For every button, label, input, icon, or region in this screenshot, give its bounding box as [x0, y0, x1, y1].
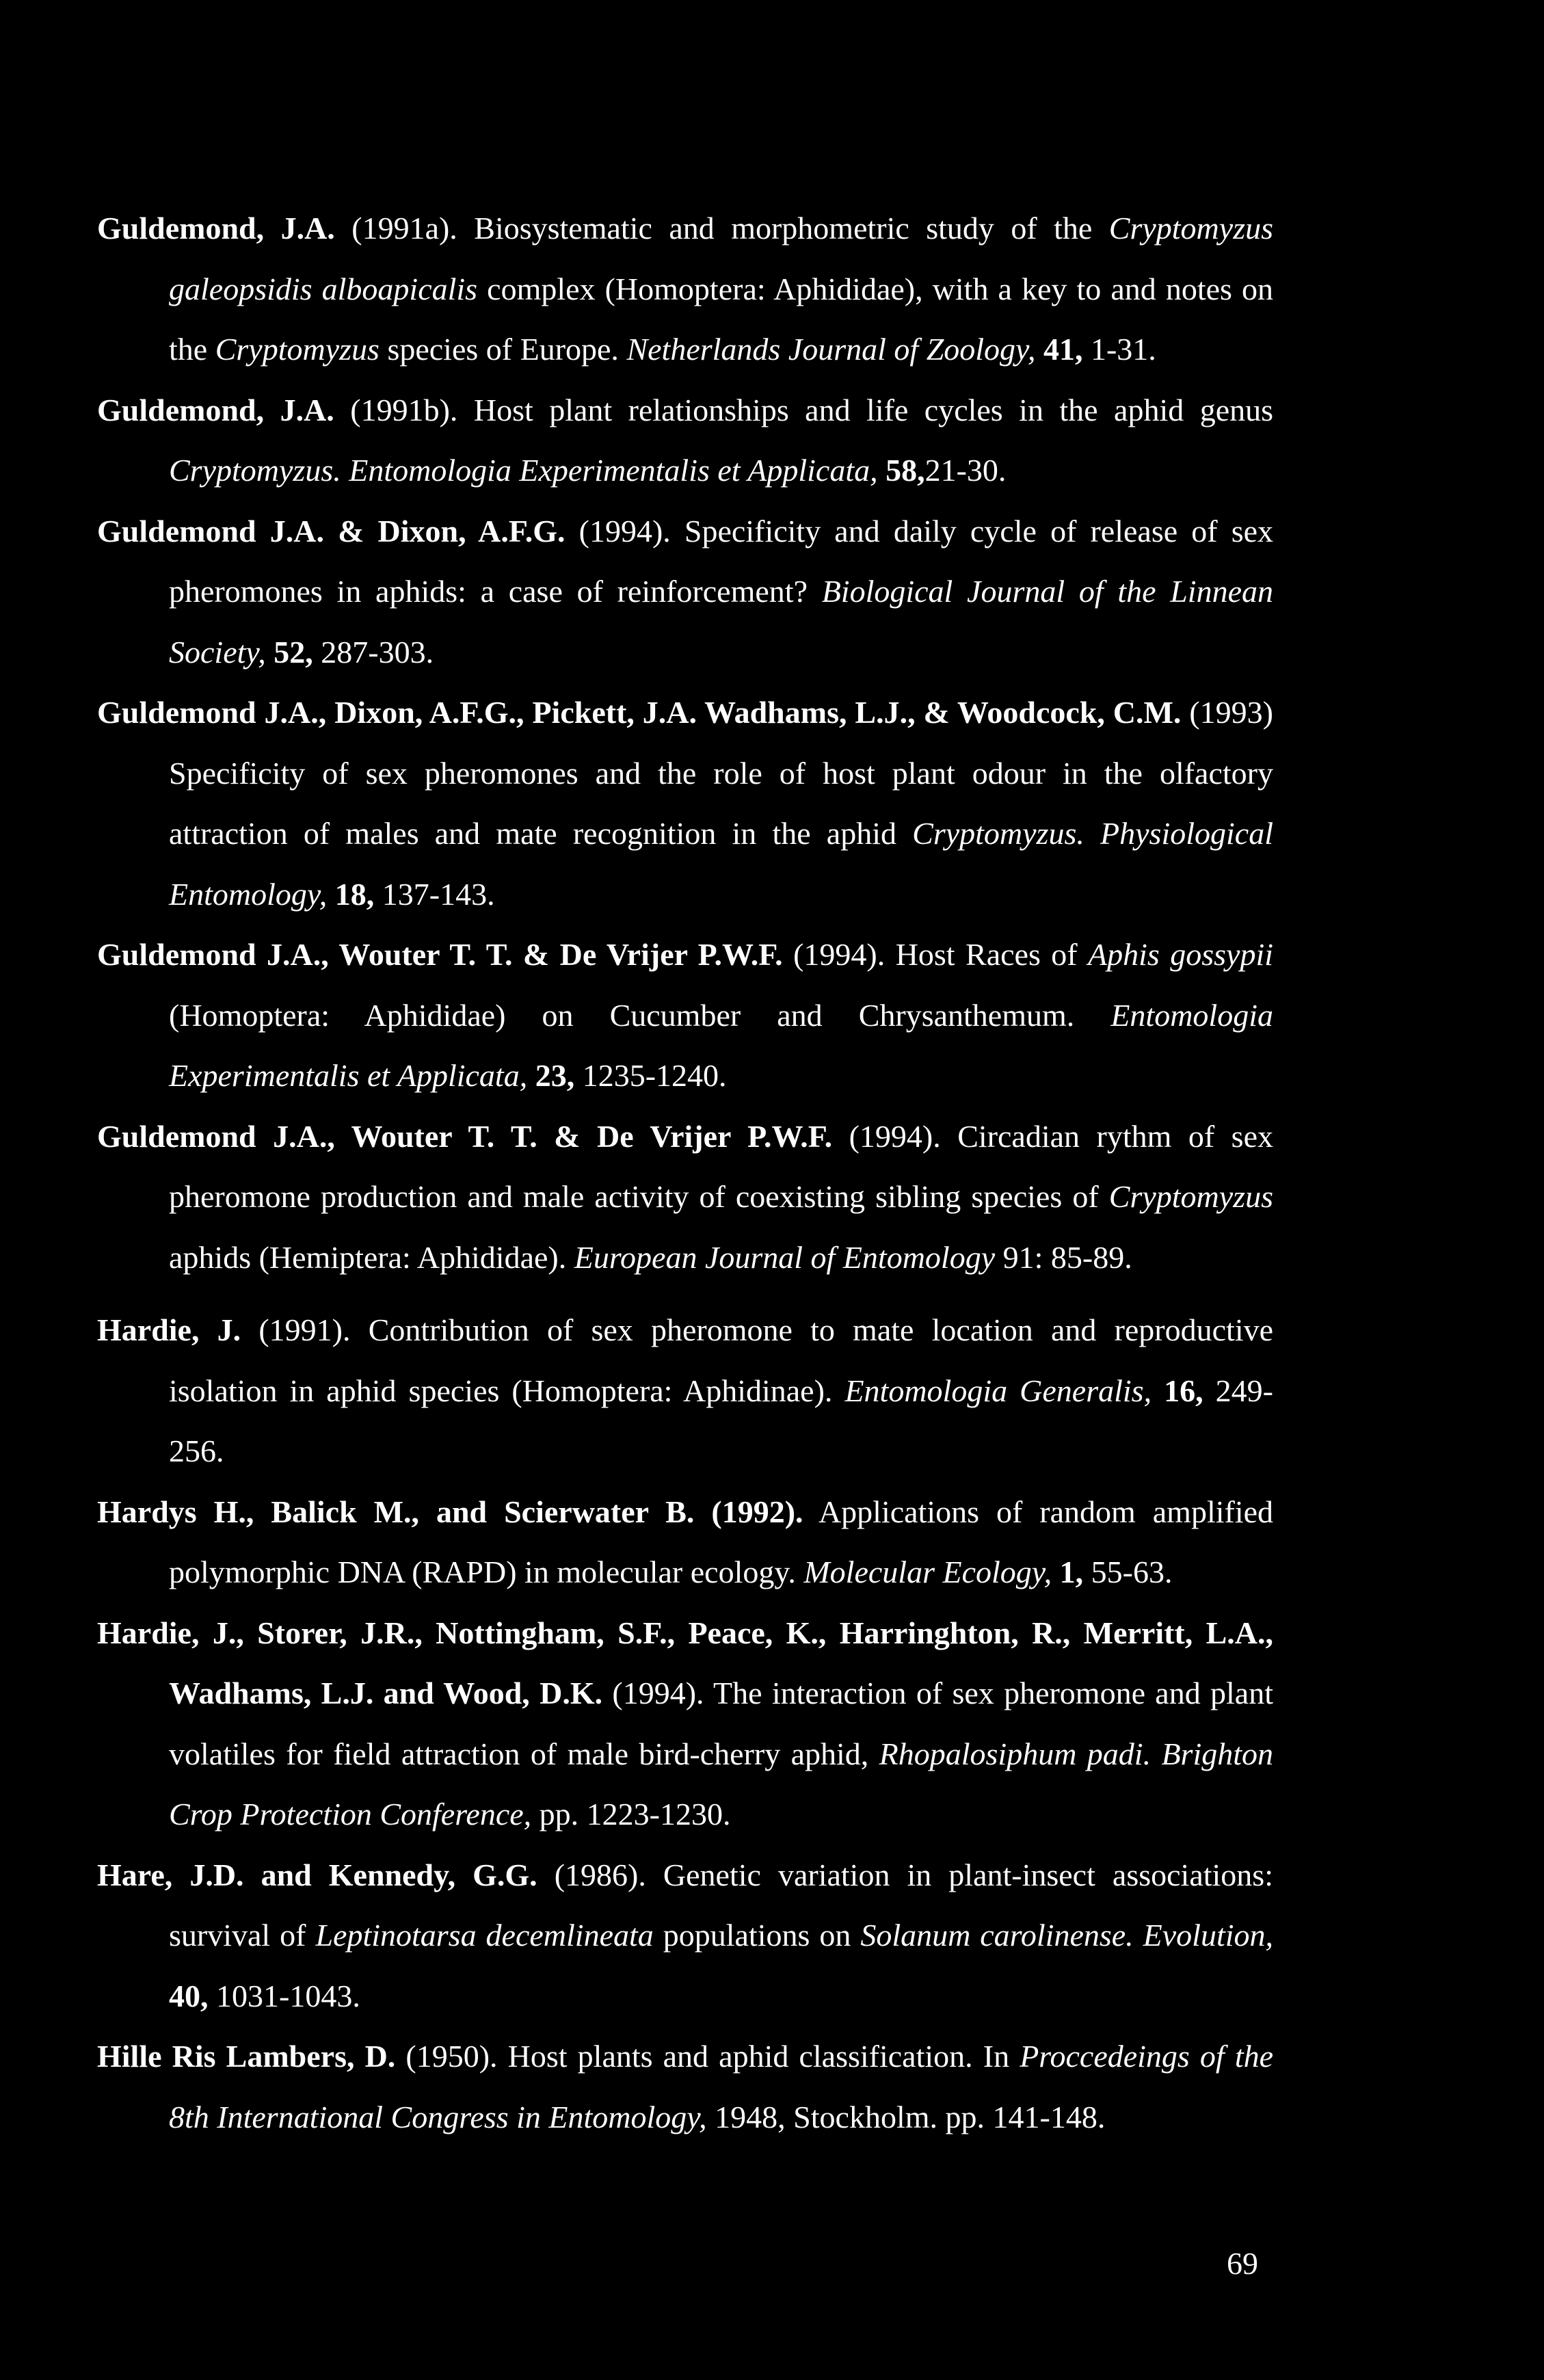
reference-year: (1994).	[849, 1118, 941, 1154]
reference-taxon: Cryptomyzus	[1108, 1179, 1273, 1214]
reference-title: Biosystematic and morphometric study of the	[474, 211, 1109, 246]
reference-title	[1151, 1736, 1161, 1771]
reference-pages: 55-63.	[1091, 1555, 1173, 1589]
reference-title: Circadian rythm of sex pheromone production and male activity of coexisting sibling species of	[169, 1118, 1273, 1214]
reference-volume: 41,	[1043, 332, 1083, 367]
reference-volume: 18,	[334, 876, 375, 912]
reference-title: populations on	[653, 1918, 861, 1953]
reference-year: (1994).	[578, 513, 671, 548]
reference-title: (Homoptera: Aphididae) on Cucumber and Chrysanthemum.	[169, 997, 1111, 1033]
reference-title: species of Europe.	[379, 332, 627, 367]
reference-entry	[97, 1300, 1273, 1482]
reference-entry	[97, 925, 1273, 1107]
reference-entry	[97, 1482, 1273, 1603]
reference-journal: Entomologia Experimentalis et Applicata,	[349, 453, 878, 488]
reference-pages: 91: 85-89.	[1002, 1239, 1132, 1275]
reference-journal: European Journal of Entomology	[574, 1239, 996, 1275]
reference-taxon: Cryptomyzus.	[169, 453, 341, 488]
reference-authors: Guldemond J.A. & Dixon, A.F.G.	[97, 513, 565, 548]
reference-title: Applications of random amplified polymorphic DNA (RAPD) in molecular ecology.	[169, 1494, 1274, 1589]
reference-taxon: Solanum carolinense.	[860, 1918, 1134, 1953]
reference-taxon: Rhopalosiphum padi.	[879, 1736, 1152, 1771]
reference-journal: Evolution,	[1143, 1918, 1274, 1953]
reference-year: (1994).	[612, 1676, 704, 1710]
reference-volume: 16,	[1164, 1373, 1203, 1408]
reference-journal: Entomologia Generalis,	[844, 1373, 1152, 1408]
reference-authors: Guldemond, J.A.	[97, 392, 334, 427]
reference-entry	[97, 501, 1273, 683]
reference-year: (1992).	[711, 1494, 803, 1529]
reference-title: Specificity of sex pheromones and the role of host plant odour in the olfactory attraction of males and mate recognition in the aphid	[169, 755, 1273, 851]
reference-volume: 1,	[1059, 1555, 1084, 1589]
reference-pages: 249-256.	[169, 1373, 1273, 1468]
reference-entry	[97, 1107, 1273, 1288]
reference-pages: 1031-1043.	[216, 1978, 360, 2013]
reference-taxon: Cryptomyzus	[215, 332, 380, 367]
reference-authors: Hardie, J., Storer, J.R., Nottingham, S.F., Peace, K., Harringhton, R., Merritt, L.A., Wadhams, L.J. and Wood, D.K.	[97, 1615, 1273, 1710]
reference-authors: Guldemond J.A., Dixon, A.F.G., Pickett, J.A. Wadhams, L.J., & Woodcock, C.M.	[97, 695, 1182, 730]
reference-authors: Hardys H., Balick M., and Scierwater B.	[97, 1494, 695, 1529]
reference-volume: 40,	[169, 1978, 209, 2013]
reference-volume: 23,	[535, 1058, 575, 1093]
page-number: 69	[1227, 2246, 1258, 2281]
reference-year: (1994).	[793, 937, 886, 972]
reference-entry	[97, 198, 1273, 380]
reference-taxon: Aphis gossypii	[1088, 937, 1274, 972]
reference-pages: 287-303.	[321, 634, 434, 670]
reference-year: (1993)	[1189, 695, 1273, 730]
reference-volume: 52,	[274, 634, 313, 670]
entry-spacer	[97, 1288, 1273, 1300]
reference-entry	[97, 683, 1273, 925]
reference-title: Host Races of	[895, 937, 1089, 972]
reference-pages: 137-143.	[382, 876, 495, 912]
reference-pages: pp. 1223-1230.	[539, 1797, 731, 1832]
reference-authors: Hille Ris Lambers, D.	[97, 2039, 396, 2074]
reference-taxon: Leptinotarsa decemlineata	[315, 1918, 654, 1953]
reference-pages: 1-31.	[1090, 332, 1156, 367]
reference-title: aphids (Hemiptera: Aphididae).	[169, 1239, 574, 1275]
reference-authors: Hare, J.D. and Kennedy, G.G.	[97, 1857, 537, 1892]
reference-journal: Physiological Entomology,	[169, 816, 1273, 912]
reference-journal: Proccedeings of the 8th International Congress in Entomology,	[169, 2039, 1274, 2134]
reference-journal: Netherlands Journal of Zoology,	[626, 332, 1036, 367]
reference-year: (1950).	[405, 2039, 498, 2074]
reference-title: Genetic variation in plant-insect associations: survival of	[169, 1857, 1273, 1953]
reference-journal: Biological Journal of the Linnean Society,	[169, 574, 1273, 670]
reference-year: (1991).	[258, 1312, 351, 1347]
reference-title: Host plants and aphid classification. In	[507, 2039, 1020, 2074]
reference-title: complex (Homoptera: Aphididae), with a key to and notes on the	[169, 271, 1274, 367]
reference-taxon: Cryptomyzus.	[912, 816, 1084, 851]
reference-authors: Guldemond J.A., Wouter T. T. & De Vrijer P.W.F.	[97, 937, 783, 972]
reference-title: Specificity and daily cycle of release of sex pheromones in aphids: a case of reinforcement?	[169, 513, 1274, 609]
reference-pages: 1948, Stockholm. pp. 141-148.	[715, 2099, 1106, 2134]
reference-entry	[97, 1845, 1273, 2027]
reference-title: Host plant relationships and life cycles in the aphid genus	[473, 392, 1274, 427]
reference-list	[97, 198, 1273, 2147]
reference-journal: Molecular Ecology,	[803, 1555, 1052, 1589]
reference-authors: Guldemond, J.A.	[97, 211, 335, 246]
reference-entry	[97, 380, 1273, 501]
reference-year: (1986).	[554, 1857, 646, 1892]
reference-volume: 58,	[886, 453, 925, 488]
reference-title: The interaction of sex pheromone and plant volatiles for field attraction of male bird-cherry aphid,	[169, 1676, 1273, 1771]
reference-journal: Brighton Crop Protection Conference,	[169, 1736, 1273, 1832]
reference-authors: Guldemond J.A., Wouter T. T. & De Vrijer P.W.F.	[97, 1118, 833, 1154]
reference-pages: 21-30.	[924, 453, 1007, 488]
reference-authors: Hardie, J.	[97, 1312, 241, 1347]
reference-pages: 1235-1240.	[582, 1058, 727, 1093]
reference-year: (1991a).	[351, 211, 457, 246]
reference-title: Contribution of sex pheromone to mate location and reproductive isolation in aphid species (Homoptera: Aphidinae).	[169, 1312, 1274, 1408]
reference-entry	[97, 1603, 1273, 1845]
reference-entry	[97, 2026, 1273, 2147]
reference-title	[1084, 816, 1100, 851]
reference-journal: Entomologia Experimentalis et Applicata,	[169, 997, 1273, 1093]
reference-title	[1134, 1918, 1143, 1953]
reference-taxon: Cryptomyzus galeopsidis alboapicalis	[169, 211, 1274, 306]
reference-title	[341, 453, 349, 488]
reference-year: (1991b).	[350, 392, 458, 427]
